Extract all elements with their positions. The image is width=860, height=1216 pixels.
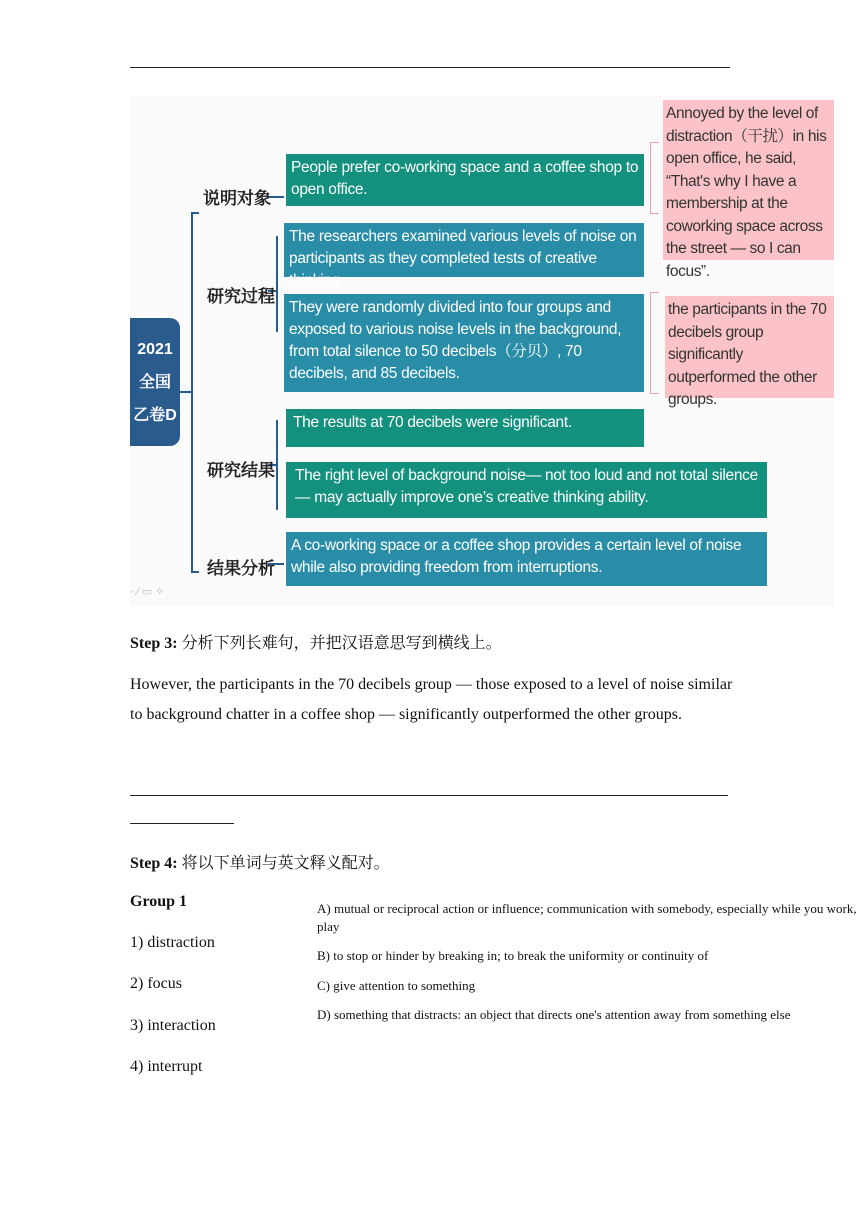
- step3-instruction: 分析下列长难句，并把汉语意思写到横线上。: [177, 635, 502, 652]
- definition-b: B) to stop or hinder by breaking in; to break the uniformity or continuity of: [317, 948, 709, 963]
- root-line-2: 全国: [138, 373, 171, 391]
- sub-bracket-b3: [276, 420, 278, 510]
- root-line-3: 乙卷D: [133, 406, 177, 424]
- node-process-2: They were randomly divided into four groups and exposed to various noise levels in the background, from total silence to 50 decibels（分贝）, 70 decibels, and 85 decibels.: [284, 294, 644, 392]
- node-results-2: The right level of background noise— not too loud and not total silence — may actually improve one’s creative thinking ability.: [286, 462, 767, 518]
- node-analysis: A co-working space or a coffee shop provides a certain level of noise while also providing freedom from interruptions.: [286, 532, 767, 586]
- bracket-bottom-hook: [191, 571, 199, 573]
- answer-line-2: [130, 823, 234, 824]
- definition-a: A) mutual or reciprocal action or influence; communication with somebody, especially while you work, play: [317, 901, 857, 934]
- node-object: People prefer co-working space and a coffee shop to open office.: [286, 154, 644, 206]
- answer-line-1: [130, 795, 728, 796]
- branch-label-results: 研究结果: [207, 461, 275, 480]
- definition-d: D) something that distracts: an object that directs one's attention away from something else: [317, 1007, 791, 1022]
- note-distraction-quote: Annoyed by the level of distraction（干扰）in his open office, he said, “That's why I have a membership at the coworking space across the street — so I can focus”.: [663, 100, 834, 260]
- word-item: 4) interrupt: [130, 1058, 203, 1075]
- mindmap-root: [130, 318, 180, 446]
- group-label: Group 1: [130, 893, 188, 910]
- note-bracket-2: [650, 292, 659, 394]
- step3-label: Step 3:: [130, 635, 178, 652]
- note-outperformed: the participants in the 70 decibels group significantly outperformed the other groups.: [665, 296, 834, 398]
- node-results-1: The results at 70 decibels were significant.: [286, 409, 644, 447]
- node-process-1: The researchers examined various levels of noise on participants as they completed tests of creative thinking.: [284, 223, 644, 277]
- step4-instruction: 将以下单词与英文释义配对。: [177, 855, 390, 872]
- word-item: 2) focus: [130, 975, 182, 992]
- sub-bracket-b2: [276, 236, 278, 332]
- top-rule: [130, 67, 730, 68]
- definition-c: C) give attention to something: [317, 978, 476, 993]
- step3-sentence: However, the participants in the 70 decibels group — those exposed to a level of noise similar to background chatter in a coffee shop — significantly outperformed the other groups.: [130, 676, 733, 723]
- step4-heading: [130, 850, 390, 873]
- step3-heading: [130, 630, 502, 653]
- toolbar-residue-icon: · ⁄ ▭ ✧: [130, 586, 165, 598]
- bracket-top-hook: [191, 212, 199, 214]
- note-bracket-1: [650, 142, 659, 214]
- step4-label: Step 4:: [130, 855, 178, 872]
- root-line-1: 2021: [137, 340, 173, 358]
- branch-label-object: 说明对象: [203, 189, 271, 208]
- branch-label-analysis: 结果分析: [207, 559, 275, 578]
- word-item: 1) distraction: [130, 934, 215, 951]
- word-item: 3) interaction: [130, 1017, 216, 1034]
- branch-label-process: 研究过程: [207, 287, 275, 306]
- main-bracket: [191, 212, 193, 572]
